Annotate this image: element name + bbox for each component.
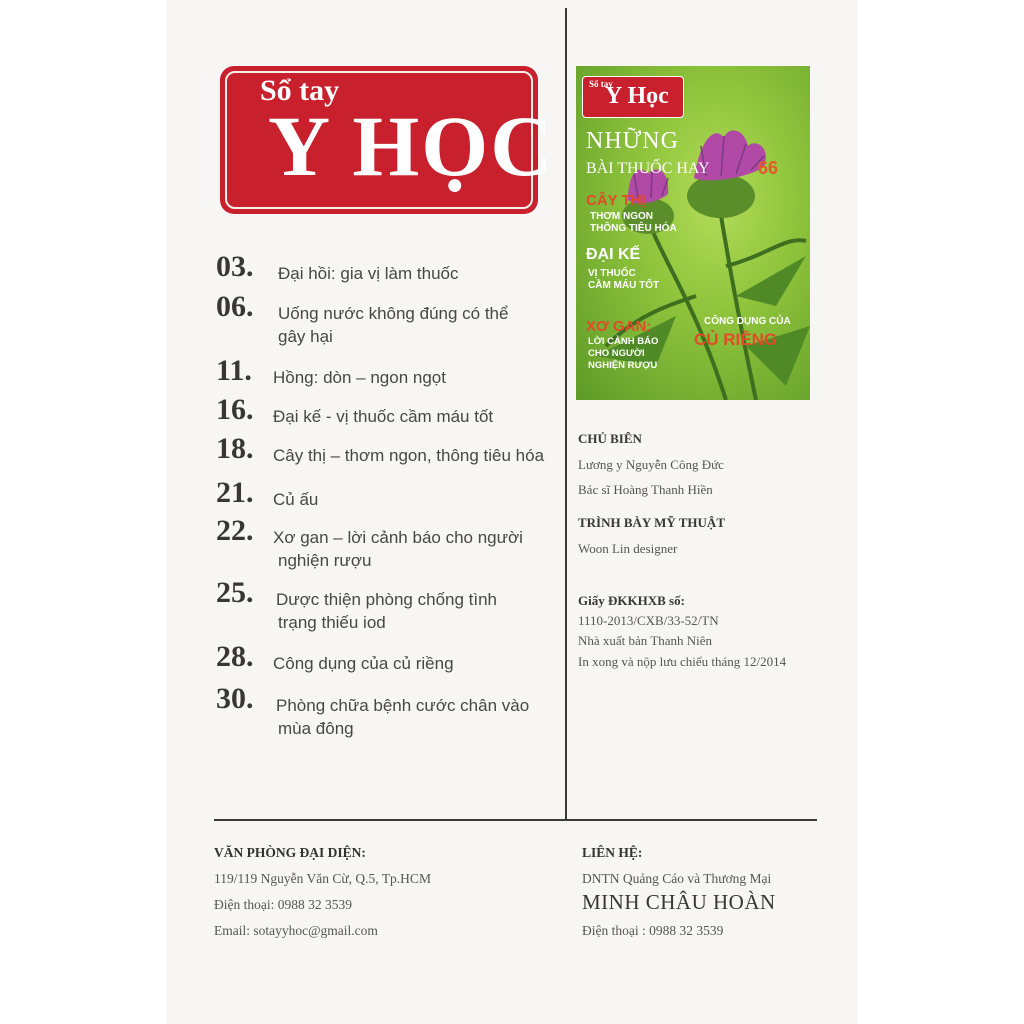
- office-email[interactable]: Email: sotayyhoc@gmail.com: [214, 923, 378, 938]
- footer-divider: [214, 819, 817, 821]
- toc-title: Đại hồi: gia vị làm thuốc: [278, 264, 459, 283]
- logo-small-text: Sổ tay: [260, 74, 340, 107]
- toc-page-number: 28.: [216, 640, 254, 673]
- cover-headline-3c: NGHIỆN RƯỢU: [588, 360, 658, 371]
- license-number: 1110-2013/CXB/33-52/TN: [578, 613, 719, 628]
- publisher: Nhà xuất bản Thanh Niên: [578, 633, 713, 648]
- logo-big-text: Y HỌC: [268, 98, 555, 194]
- cover-headline-4b: CỦ RIỀNG: [694, 330, 778, 349]
- office-address: 119/119 Nguyễn Văn Cừ, Q.5, Tp.HCM: [214, 871, 431, 886]
- cover-headline-3: XƠ GAN:: [586, 318, 652, 335]
- cover-headline-3a: LỜI CẢNH BÁO: [588, 336, 659, 347]
- editor-name-2: Bác sĩ Hoàng Thanh Hiền: [578, 482, 713, 497]
- toc-title: Củ ấu: [273, 490, 319, 509]
- toc-page-number: 22.: [216, 514, 254, 547]
- toc-page-number: 30.: [216, 682, 254, 715]
- toc-title-cont: gây hại: [278, 327, 333, 346]
- toc-page-number: 11.: [216, 354, 252, 387]
- cover-headline-1: CÂY THỊ: [586, 192, 646, 209]
- cover-logo-small: Sổ tay: [589, 79, 613, 89]
- contact-company-name: MINH CHÂU HOÀN: [582, 890, 776, 914]
- toc-page-number: 03.: [216, 250, 254, 283]
- editor-name-1: Lương y Nguyễn Công Đức: [578, 457, 724, 472]
- toc-page-number: 18.: [216, 432, 254, 465]
- contact-label: LIÊN HỆ:: [582, 845, 643, 860]
- toc-page-number: 06.: [216, 290, 254, 323]
- office-label: VĂN PHÒNG ĐẠI DIỆN:: [214, 845, 366, 860]
- toc-title: Đại kế - vị thuốc cầm máu tốt: [273, 407, 494, 426]
- cover-headline-2b: CẦM MÁU TỐT: [588, 280, 660, 291]
- magazine-logo: [220, 66, 555, 214]
- toc-page-number: 25.: [216, 576, 254, 609]
- editor-label: CHỦ BIÊN: [578, 431, 642, 446]
- toc-page-number: 16.: [216, 393, 254, 426]
- toc-title: Phòng chữa bệnh cước chân vào: [276, 696, 530, 715]
- contact-phone[interactable]: Điện thoại : 0988 32 3539: [582, 923, 724, 938]
- cover-thumbnail[interactable]: [576, 66, 810, 400]
- toc-title: Xơ gan – lời cảnh báo cho người: [273, 528, 523, 547]
- column-divider: [565, 8, 567, 820]
- toc-title: Hồng: dòn – ngon ngọt: [273, 368, 446, 387]
- cover-logo: [582, 76, 684, 118]
- cover-logo-big: Y Học: [605, 83, 669, 109]
- toc-title: Dược thiện phòng chống tình: [276, 590, 498, 609]
- toc-title-cont: trạng thiếu iod: [278, 613, 386, 632]
- toc-title-cont: mùa đông: [278, 719, 354, 738]
- office-phone[interactable]: Điện thoại: 0988 32 3539: [214, 897, 352, 912]
- art-director-name: Woon Lin designer: [578, 541, 678, 556]
- license-label: Giấy ĐKKHXB số:: [578, 593, 685, 608]
- toc-page-number: 21.: [216, 476, 254, 509]
- cover-title-1: NHỮNG: [586, 128, 679, 154]
- print-date: In xong và nộp lưu chiểu tháng 12/2014: [578, 654, 787, 669]
- contact-company-line: DNTN Quảng Cáo và Thương Mại: [582, 871, 772, 886]
- cover-headline-1a: THƠM NGON: [590, 211, 653, 222]
- toc-title: Cây thị – thơm ngon, thông tiêu hóa: [273, 446, 545, 465]
- art-director-label: TRÌNH BÀY MỸ THUẬT: [578, 515, 725, 530]
- cover-headline-4a: CÔNG DỤNG CỦA: [704, 316, 791, 327]
- cover-issue-number: 66: [758, 158, 779, 178]
- toc-title-cont: nghiện rượu: [278, 551, 372, 570]
- toc-title: Công dụng của củ riềng: [273, 654, 454, 673]
- cover-headline-2: ĐẠI KẾ: [586, 246, 641, 263]
- cover-headline-3b: CHO NGƯỜI: [588, 348, 645, 359]
- cover-headline-2a: VỊ THUỐC: [588, 268, 636, 279]
- cover-title-2: BÀI THUỐC HAY: [586, 160, 710, 177]
- toc-title: Uống nước không đúng có thể: [278, 304, 509, 323]
- cover-headline-1b: THÔNG TIÊU HÓA: [590, 223, 677, 234]
